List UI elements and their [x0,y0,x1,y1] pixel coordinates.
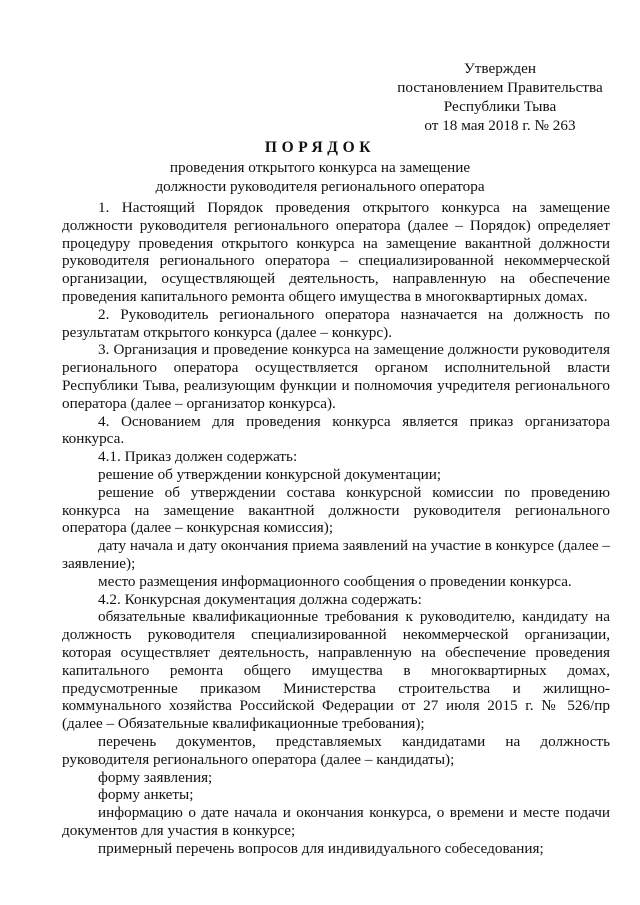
list-item-questionnaire-form: форму анкеты; [98,786,194,804]
list-item-contest-dates-info: информацию о дате начала и окончания конкурса, о времени и месте подачи документов для участия в конкурсе; [62,804,610,839]
paragraph-4-basis: 4. Основанием для проведения конкурса является приказ организатора конкурса. [62,412,610,448]
list-item-commission-approval: решение об утверждении состава конкурсной комиссии по проведению конкурса на замещение вакантной должности руководителя регионального оператора (далее – конкурсная комиссия); [62,483,610,537]
approval-line-date: от 18 мая 2018 г. № 263 [424,117,576,134]
paragraph-4-1-order-contents: 4.1. Приказ должен содержать: [98,448,298,466]
document-body [62,199,610,857]
subtitle-line-1: проведения открытого конкурса на замещение [169,159,471,176]
document-subtitle [0,158,640,196]
subtitle-line-2: должности руководителя регионального оператора [155,178,485,195]
paragraph-4-2-documentation-contents: 4.2. Конкурсная документация должна содержать: [98,590,422,608]
paragraph-1-scope: 1. Настоящий Порядок проведения открытого конкурса на замещение должности руководителя регионального оператора (далее – Порядок) определяет процедуру проведения открытого конкурса на замещение вакантной должности руководителя регионального оператора – специализированной некоммерческой организации, осуществляющей деятельность, направленную на обеспечение проведения капитального ремонта общего имущества в многоквартирных домах. [62,199,610,305]
list-item-qualification-requirements: обязательные квалификационные требования к руководителю, кандидату на должность руководителя специализированной некоммерческой организации, которая осуществляет деятельность, направленную на обеспечение проведения капитального ремонта общего имущества в многоквартирных домах, предусмотренные приказом Министерства строительства и жилищно-коммунального хозяйства Российской Федерации от 27 июля 2015 г. № 526/пр (далее – Обязательные квалификационные требования); [62,608,610,733]
approval-line-resolution: постановлением Правительства [397,79,603,96]
list-item-notice-location: место размещения информационного сообщения о проведении конкурса. [98,572,572,590]
approval-line-republic: Республики Тыва [443,98,557,115]
list-item-documentation-approval: решение об утверждении конкурсной документации; [98,465,442,483]
paragraph-3-organization: 3. Организация и проведение конкурса на замещение должности руководителя регионального оператора осуществляется органом исполнительной власти Республики Тыва, реализующим функции и полномочия учредителя регионального оператора (далее – организатор конкурса). [62,341,610,412]
approval-line-approved: Утвержден [464,60,536,77]
approval-stamp [380,59,620,135]
paragraph-2-appointment: 2. Руководитель регионального оператора назначается на должность по результатам открытого конкурса (далее – конкурс). [62,305,610,341]
document-title: ПОРЯДОК [264,139,376,156]
list-item-interview-questions: примерный перечень вопросов для индивидуального собеседования; [98,839,544,857]
list-item-document-list: перечень документов, представляемых кандидатами на должность руководителя регионального оператора (далее – кандидаты); [62,732,610,768]
list-item-application-form: форму заявления; [98,768,213,786]
list-item-application-dates: дату начала и дату окончания приема заявлений на участие в конкурсе (далее – заявление); [62,537,610,572]
